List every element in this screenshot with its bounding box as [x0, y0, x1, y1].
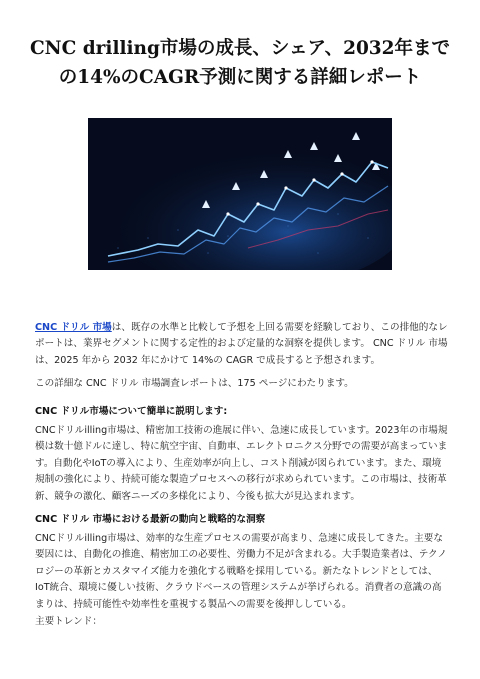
page-title: CNC drilling市場の成長、シェア、2032年までの14%のCAGR予測に関する詳細レポート — [29, 38, 451, 88]
hero-image — [88, 118, 392, 270]
market-link[interactable]: CNC ドリル 市場 — [35, 322, 112, 333]
pages-line: この詳細な CNC ドリル 市場調査レポートは、175 ページにわたります。 — [35, 378, 354, 389]
intro-paragraph — [35, 320, 450, 369]
intro-text: は、既存の水準と比較して予想を上回る需要を経験しており、この排他的なレポートは、業界セグメントに関する定性的および定量的な洞察を提供します。 CNC ドリル 市場は、2025 年から 2032 年にかけて 14%の CAGR で成長すると予想されます。 — [35, 322, 448, 366]
section1-paragraph: CNCドリルilling市場は、精密加工技術の進展に伴い、急速に成長しています。2023年の市場規模は数十億ドルに達し、特に航空宇宙、自動車、エレクトロニクス分野での需要が高まっています。自動化やIoTの導入により、生産効率が向上し、コスト削減が図られています。また、環境規制の強化により、持続可能な製造プロセスへの移行が求められています。この市場は、技術革新、競争の激化、顧客ニーズの多様化により、今後も拡大が見込まれます。 — [35, 425, 448, 502]
rising-arrows-chart-icon — [88, 118, 392, 270]
section2-paragraph: CNCドリルilling市場は、効率的な生産プロセスの需要が高まり、急速に成長してきた。主要な要因には、自動化の推進、精密加工の必要性、労働力不足が含まれる。大手製造業者は、テクノロジーの革新とカスタマイズ能力を強化する戦略を採用している。新たなトレンドとしては、IoT統合、環境に優しい技術、クラウドベースの管理システムが挙げられる。消費者の意識の高まりは、持続可能性や効率性を重視する製品への需要を後押ししている。 — [35, 533, 447, 610]
trends-label: 主要トレンド： — [35, 616, 102, 627]
section2-heading: CNC ドリル 市場における最新の動向と戦略的な洞察 — [35, 514, 266, 525]
section1-heading: CNC ドリル市場について簡単に説明します: — [35, 406, 228, 417]
